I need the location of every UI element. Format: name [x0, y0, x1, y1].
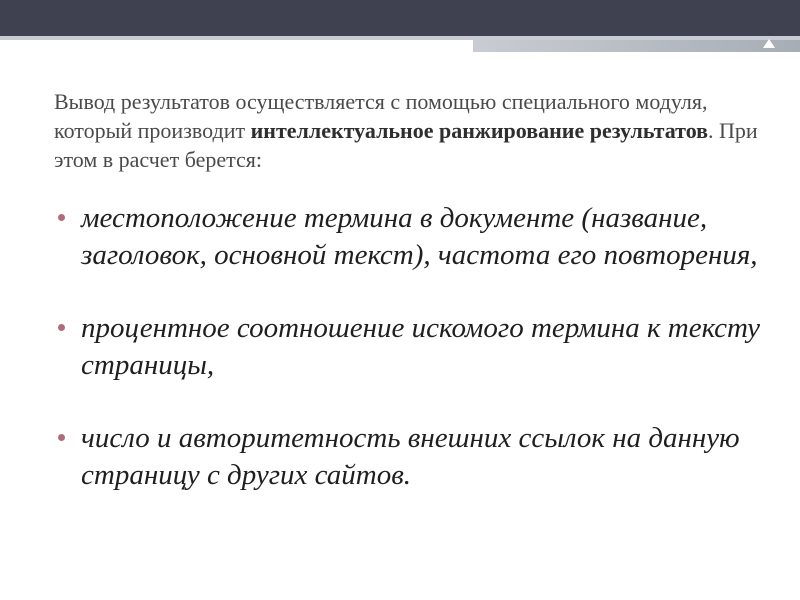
bullet-text: число и авторитетность внешних ссылок на данную страницу с других сайтов.: [81, 422, 740, 491]
bullet-item: [54, 420, 764, 494]
bullet-icon: [58, 324, 65, 331]
bullet-list: [54, 200, 764, 494]
bullet-item: [54, 200, 764, 274]
bullet-icon: [58, 214, 65, 221]
bullet-text: местоположение термина в документе (название, заголовок, основной текст), частота его повторения,: [81, 202, 758, 271]
header-band: [0, 0, 800, 36]
lead-text-bold: интеллектуальное ранжирование результатов: [250, 118, 709, 143]
lead-paragraph: [54, 87, 764, 174]
triangle-icon: [763, 39, 775, 48]
bullet-item: [54, 310, 764, 384]
header-accent-block: [473, 40, 800, 52]
bullet-text: процентное соотношение искомого термина к тексту страницы,: [81, 312, 761, 381]
bullet-icon: [58, 434, 65, 441]
lead-text-after: . При этом в расчет берется:: [54, 118, 758, 172]
lead-text-before: Вывод результатов осуществляется с помощью специального модуля, который производит: [54, 89, 708, 143]
